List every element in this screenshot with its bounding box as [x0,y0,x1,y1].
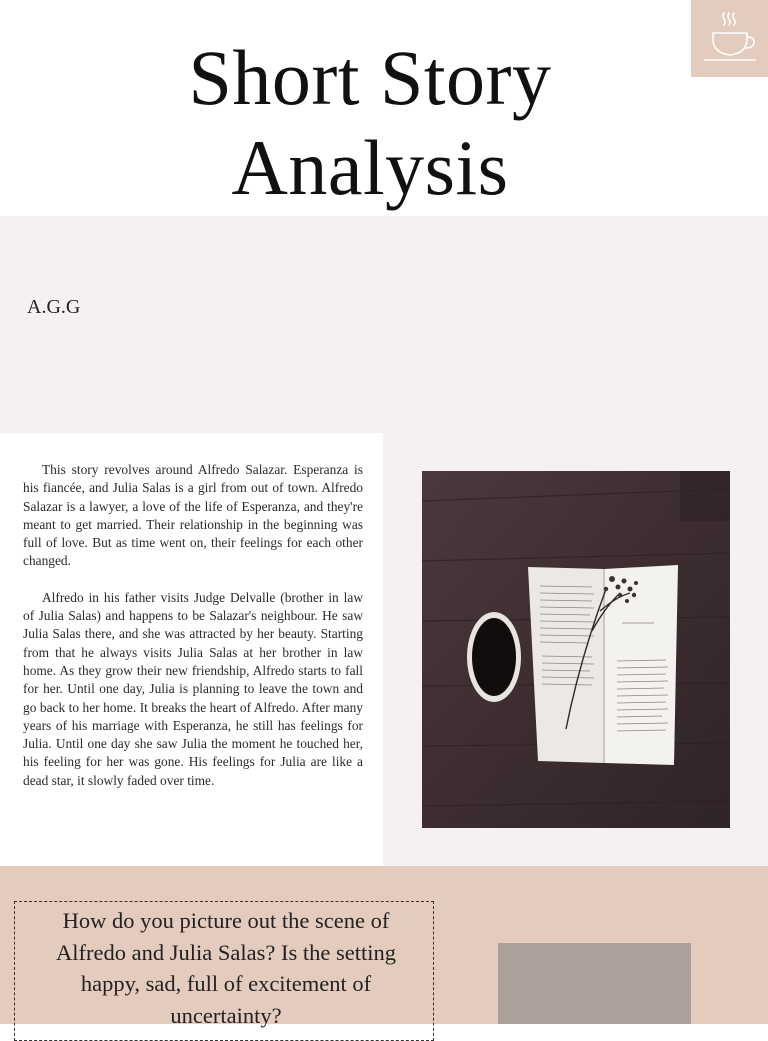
title-line-2: Analysis [231,124,509,211]
coffee-and-book-photo [422,471,730,828]
story-paragraph: This story revolves around Alfredo Salazar. Esperanza is his fiancée, and Julia Salas is a girl from out of town. Alfredo Salazar is a lawyer, a love of the life of Esperanza, and they're meant to get married. Their relationship in the beginning was full of love. But as time went on, their feelings for each other changed. [23,462,363,569]
photo-illustration [422,471,730,828]
question-text: How do you picture out the scene of Alfredo and Julia Salas? Is the setting happy, sad, full of excitement of uncertainty? [56,908,396,1028]
coffee-cup-badge [691,0,768,77]
story-paragraph: Alfredo in his father visits Judge Delvalle (brother in law of Julia Salas) and happens to be Salazar's neighbour. He saw Julia Salas there, and she was attracted by her beauty. Starting from that he always visits Julia Salas at her brother in law home. As they grow their new friendship, Alfredo starts to fall for her. Until one day, Julia is planning to leave the town and go back to her home. It breaks the heart of Alfredo. After many years of his marriage with Esperanza, he still has feelings for Julia. Until one day she saw Julia the moment he touched her, his feeling for her was gone. His feelings for Julia are like a dead star, it slowly faded over time. [23,589,363,788]
image-placeholder [498,943,691,1024]
story-text [23,461,363,808]
author-name: A.G.G [27,296,81,318]
page-title [0,33,740,213]
coffee-cup-icon [691,0,768,77]
title-line-1: Short Story [188,34,552,121]
header [0,0,768,216]
